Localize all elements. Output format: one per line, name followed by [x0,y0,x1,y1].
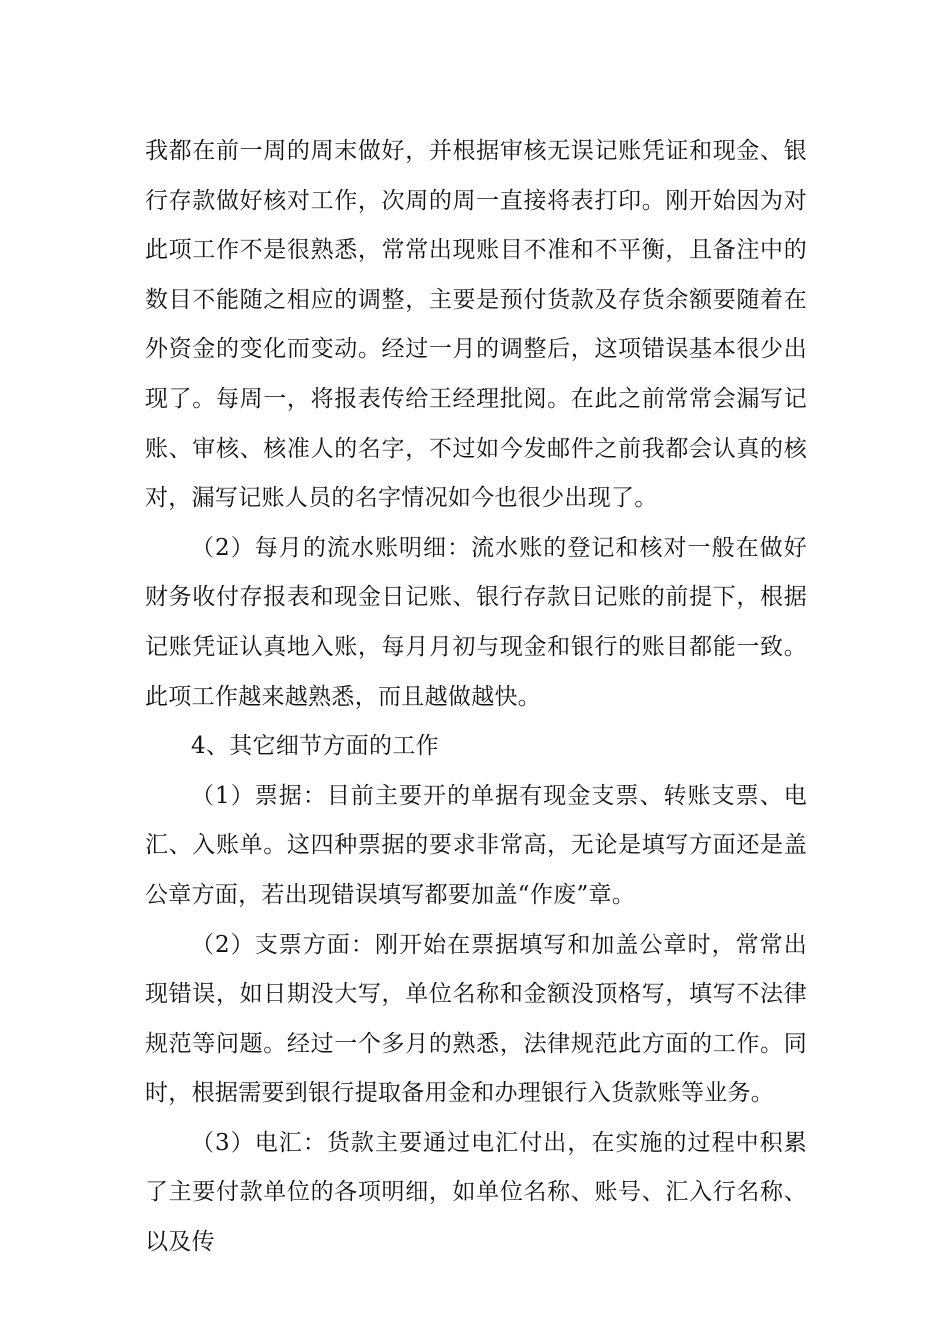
document-body [145,127,807,1268]
paragraph-bills: （1）票据：目前主要开的单据有现金支票、转账支票、电汇、入账单。这四种票据的要求非常高，无论是填写方面还是盖公章方面，若出现错误填写都要加盖“作废”章。 [145,782,807,908]
paragraph-wire-transfer: （3）电汇：货款主要通过电汇付出，在实施的过程中积累了主要付款单位的各项明细，如单位名称、账号、汇入行名称、以及传 [145,1129,807,1256]
paragraph-cash-flow-ledger: （2）每月的流水账明细：流水账的登记和核对一般在做好财务收付存报表和现金日记账、银行存款日记账的前提下，根据记账凭证认真地入账，每月月初与现金和银行的账目都能一致。此项工作越来越熟悉，而且越做越快。 [145,534,807,710]
section-heading-other-details: 4、其它细节方面的工作 [191,733,439,760]
paragraph-cheques: （2）支票方面：刚开始在票据填写和加盖公章时，常常出现错误，如日期没大写，单位名称和金额没顶格写，填写不法律规范等问题。经过一个多月的熟悉，法律规范此方面的工作。同时，根据需要到银行提取备用金和办理银行入货款账等业务。 [145,931,807,1107]
paragraph-continuation: 我都在前一周的周末做好，并根据审核无误记账凭证和现金、银行存款做好核对工作，次周的周一直接将表打印。刚开始因为对此项工作不是很熟悉，常常出现账目不准和不平衡，且备注中的数目不能随之相应的调整，主要是预付货款及存货余额要随着在外资金的变化而变动。经过一月的调整后，这项错误基本很少出现了。每周一，将报表传给王经理批阅。在此之前常常会漏写记账、审核、核准人的名字，不过如今发邮件之前我都会认真的核对，漏写记账人员的名字情况如今也很少出现了。 [145,138,807,512]
